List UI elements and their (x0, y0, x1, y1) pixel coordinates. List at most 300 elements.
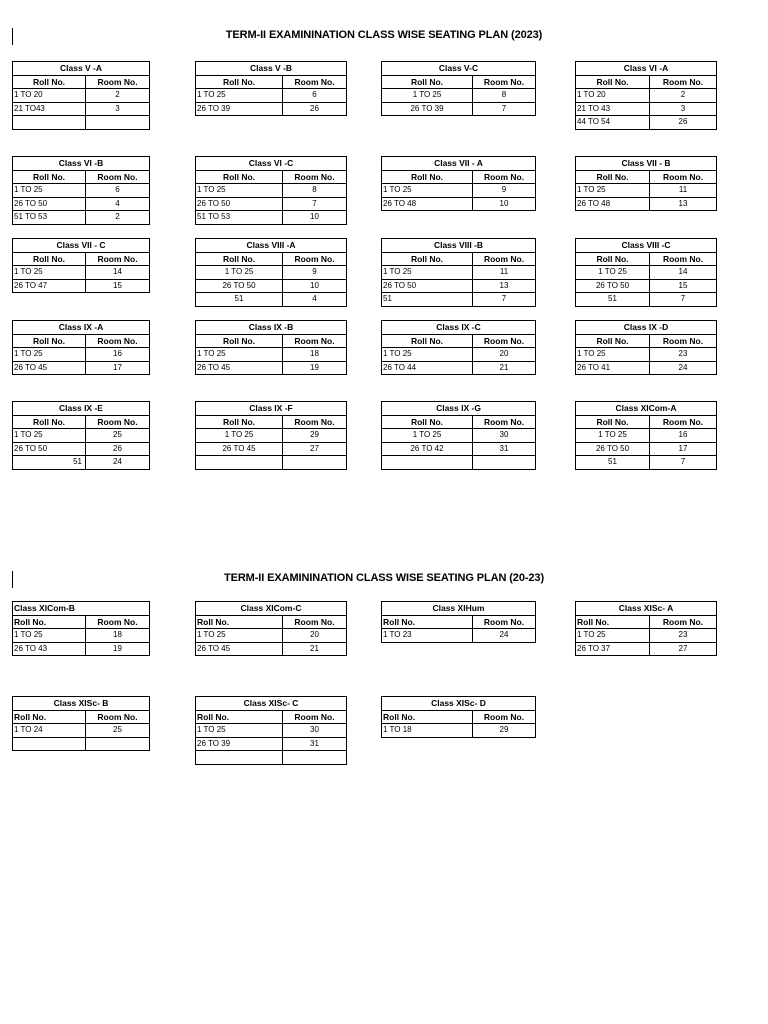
class-title: Class VI -C (196, 157, 347, 171)
room-no-header: Room No. (86, 170, 150, 184)
room-number-cell: 26 (86, 442, 150, 456)
table-row (576, 279, 717, 293)
table-row (576, 293, 717, 307)
seating-table (12, 320, 150, 375)
roll-no-header: Roll No. (382, 252, 473, 266)
roll-no-header: Roll No. (382, 710, 473, 724)
room-number-cell: 27 (650, 642, 717, 656)
roll-no-header: Roll No. (576, 252, 650, 266)
roll-range-cell: 1 TO 23 (382, 629, 473, 643)
room-number-cell: 23 (650, 348, 717, 362)
class-title: Class IX -A (13, 321, 150, 335)
class-title: Class VII - B (576, 157, 717, 171)
table-row (13, 361, 150, 375)
table-row (13, 184, 150, 198)
room-number-cell: 25 (86, 429, 150, 443)
room-number-cell: 2 (86, 89, 150, 103)
roll-no-header: Roll No. (13, 252, 86, 266)
roll-range-cell: 26 TO 39 (196, 737, 283, 751)
class-title: Class VIII -B (382, 239, 536, 253)
room-number-cell: 7 (650, 293, 717, 307)
table-row (576, 361, 717, 375)
class-title: Class IX -G (382, 402, 536, 416)
table-row (13, 642, 150, 656)
room-number-cell: 4 (283, 293, 347, 307)
seating-table (12, 156, 150, 225)
roll-no-header: Roll No. (196, 170, 283, 184)
room-number-cell: 18 (86, 629, 150, 643)
room-number-cell: 30 (283, 724, 347, 738)
table-row (576, 116, 717, 130)
seating-table (195, 320, 347, 375)
roll-range-cell: 26 TO 50 (13, 197, 86, 211)
roll-range-cell: 26 TO 45 (196, 361, 283, 375)
seating-table (195, 601, 347, 656)
room-no-header: Room No. (86, 615, 150, 629)
room-no-header: Room No. (650, 615, 717, 629)
roll-range-cell (13, 737, 86, 751)
room-number-cell: 31 (283, 737, 347, 751)
class-title: Class VII - A (382, 157, 536, 171)
roll-range-cell: 26 TO 37 (576, 642, 650, 656)
room-number-cell: 17 (86, 361, 150, 375)
room-no-header: Room No. (473, 334, 536, 348)
room-number-cell: 6 (86, 184, 150, 198)
room-number-cell: 3 (86, 102, 150, 116)
room-no-header: Room No. (473, 710, 536, 724)
class-title: Class IX -B (196, 321, 347, 335)
room-number-cell: 2 (86, 211, 150, 225)
room-number-cell: 6 (283, 89, 347, 103)
class-title: Class V -A (13, 62, 150, 76)
roll-range-cell: 26 TO 48 (382, 197, 473, 211)
roll-range-cell: 1 TO 25 (382, 429, 473, 443)
roll-range-cell: 51 TO 53 (13, 211, 86, 225)
roll-range-cell: 1 TO 25 (576, 266, 650, 280)
room-number-cell: 21 (473, 361, 536, 375)
room-no-header: Room No. (473, 615, 536, 629)
room-number-cell (86, 737, 150, 751)
room-number-cell: 14 (86, 266, 150, 280)
roll-range-cell: 26 TO 50 (196, 197, 283, 211)
room-no-header: Room No. (86, 75, 150, 89)
roll-range-cell: 1 TO 18 (382, 724, 473, 738)
table-row (196, 184, 347, 198)
roll-range-cell: 26 TO 39 (196, 102, 283, 116)
room-number-cell: 4 (86, 197, 150, 211)
seating-table (575, 601, 717, 656)
table-row (382, 361, 536, 375)
table-row (196, 89, 347, 103)
roll-range-cell: 1 TO 25 (13, 429, 86, 443)
roll-range-cell: 1 TO 20 (13, 89, 86, 103)
room-number-cell: 10 (283, 211, 347, 225)
seating-table (195, 61, 347, 116)
roll-no-header: Roll No. (382, 415, 473, 429)
room-no-header: Room No. (473, 415, 536, 429)
table-row (13, 102, 150, 116)
roll-range-cell: 1 TO 25 (382, 89, 473, 103)
table-row (13, 279, 150, 293)
roll-range-cell: 26 TO 41 (576, 361, 650, 375)
table-row (382, 429, 536, 443)
seating-table (575, 401, 717, 470)
seating-table (381, 601, 536, 643)
room-number-cell: 15 (650, 279, 717, 293)
room-number-cell: 24 (86, 456, 150, 470)
table-row (13, 737, 150, 751)
table-row (196, 751, 347, 765)
roll-range-cell: 44 TO 54 (576, 116, 650, 130)
room-number-cell: 24 (473, 629, 536, 643)
roll-no-header: Roll No. (196, 415, 283, 429)
roll-range-cell: 1 TO 25 (382, 348, 473, 362)
table-row (196, 266, 347, 280)
room-number-cell: 7 (283, 197, 347, 211)
table-row (382, 456, 536, 470)
table-row (13, 724, 150, 738)
roll-no-header: Roll No. (576, 415, 650, 429)
room-no-header: Room No. (86, 252, 150, 266)
table-row (382, 629, 536, 643)
roll-range-cell: 21 TO 43 (576, 102, 650, 116)
roll-range-cell: 51 (13, 456, 86, 470)
table-row (13, 442, 150, 456)
roll-range-cell: 1 TO 25 (13, 348, 86, 362)
table-row (13, 266, 150, 280)
roll-range-cell: 1 TO 25 (576, 429, 650, 443)
roll-range-cell (13, 116, 86, 130)
roll-no-header: Roll No. (196, 615, 283, 629)
roll-range-cell: 26 TO 39 (382, 102, 473, 116)
seating-table (381, 401, 536, 470)
table-row (13, 89, 150, 103)
roll-range-cell: 1 TO 25 (576, 348, 650, 362)
class-title: Class IX -D (576, 321, 717, 335)
seating-table (195, 238, 347, 307)
room-number-cell: 19 (283, 361, 347, 375)
class-title: Class VI -B (13, 157, 150, 171)
roll-no-header: Roll No. (13, 75, 86, 89)
room-number-cell: 29 (283, 429, 347, 443)
section-title: TERM-II EXAMININATION CLASS WISE SEATING PLAN (20-23) (223, 572, 545, 584)
table-row (196, 642, 347, 656)
seating-table (12, 401, 150, 470)
roll-range-cell: 26 TO 50 (576, 442, 650, 456)
roll-range-cell: 51 (576, 456, 650, 470)
room-no-header: Room No. (650, 75, 717, 89)
roll-no-header: Roll No. (382, 75, 473, 89)
room-number-cell: 10 (283, 279, 347, 293)
roll-range-cell: 1 TO 25 (196, 429, 283, 443)
room-number-cell: 11 (473, 266, 536, 280)
seating-table (381, 238, 536, 307)
class-title: Class XICom-C (196, 602, 347, 616)
roll-no-header: Roll No. (576, 334, 650, 348)
room-no-header: Room No. (283, 334, 347, 348)
roll-range-cell: 26 TO 45 (196, 642, 283, 656)
table-row (196, 348, 347, 362)
room-no-header: Room No. (86, 415, 150, 429)
table-row (13, 429, 150, 443)
roll-range-cell: 1 TO 25 (13, 266, 86, 280)
room-number-cell: 16 (86, 348, 150, 362)
room-no-header: Room No. (650, 252, 717, 266)
room-number-cell: 10 (473, 197, 536, 211)
seating-table (381, 696, 536, 738)
room-number-cell: 14 (650, 266, 717, 280)
roll-no-header: Roll No. (196, 252, 283, 266)
table-row (576, 266, 717, 280)
room-number-cell: 16 (650, 429, 717, 443)
room-number-cell: 19 (86, 642, 150, 656)
roll-range-cell (382, 456, 473, 470)
class-title: Class VIII -A (196, 239, 347, 253)
roll-range-cell: 26 TO 50 (576, 279, 650, 293)
roll-range-cell: 26 TO 44 (382, 361, 473, 375)
room-no-header: Room No. (473, 170, 536, 184)
room-number-cell: 9 (473, 184, 536, 198)
room-number-cell: 8 (283, 184, 347, 198)
table-row (13, 629, 150, 643)
table-row (382, 89, 536, 103)
table-row (196, 361, 347, 375)
room-number-cell: 23 (650, 629, 717, 643)
roll-no-header: Roll No. (382, 170, 473, 184)
table-row (576, 89, 717, 103)
seating-table (575, 320, 717, 375)
room-number-cell: 7 (473, 102, 536, 116)
room-number-cell (283, 456, 347, 470)
table-row (13, 211, 150, 225)
room-number-cell (473, 456, 536, 470)
roll-range-cell: 1 TO 25 (382, 184, 473, 198)
table-row (576, 197, 717, 211)
class-title: Class XISc- C (196, 697, 347, 711)
room-no-header: Room No. (283, 615, 347, 629)
seating-table (195, 696, 347, 765)
table-row (196, 211, 347, 225)
class-title: Class V-C (382, 62, 536, 76)
roll-range-cell: 1 TO 25 (576, 629, 650, 643)
table-row (196, 456, 347, 470)
class-title: Class XISc- D (382, 697, 536, 711)
roll-range-cell: 1 TO 25 (196, 629, 283, 643)
roll-range-cell: 26 TO 43 (13, 642, 86, 656)
seating-table (381, 61, 536, 116)
roll-range-cell: 51 (196, 293, 283, 307)
room-number-cell: 20 (283, 629, 347, 643)
room-number-cell: 3 (650, 102, 717, 116)
room-number-cell: 11 (650, 184, 717, 198)
class-title: Class XIHum (382, 602, 536, 616)
roll-no-header: Roll No. (13, 615, 86, 629)
table-row (13, 197, 150, 211)
room-number-cell: 24 (650, 361, 717, 375)
roll-range-cell: 1 TO 25 (13, 629, 86, 643)
table-row (576, 102, 717, 116)
room-number-cell: 26 (650, 116, 717, 130)
seating-table (12, 696, 150, 751)
table-row (196, 737, 347, 751)
room-number-cell: 18 (283, 348, 347, 362)
seating-table (575, 156, 717, 211)
roll-range-cell: 26 TO 48 (576, 197, 650, 211)
table-row (196, 293, 347, 307)
room-number-cell (283, 751, 347, 765)
table-row (576, 429, 717, 443)
table-row (13, 116, 150, 130)
seating-table (195, 156, 347, 225)
roll-range-cell: 51 (382, 293, 473, 307)
table-row (196, 279, 347, 293)
roll-no-header: Roll No. (13, 415, 86, 429)
roll-no-header: Roll No. (13, 334, 86, 348)
table-row (196, 442, 347, 456)
class-title: Class V -B (196, 62, 347, 76)
room-number-cell: 7 (473, 293, 536, 307)
room-number-cell: 2 (650, 89, 717, 103)
table-row (576, 629, 717, 643)
roll-range-cell: 26 TO 50 (13, 442, 86, 456)
roll-range-cell: 1 TO 25 (196, 348, 283, 362)
roll-range-cell: 1 TO 25 (196, 266, 283, 280)
table-row (382, 293, 536, 307)
seating-table (12, 238, 150, 293)
roll-no-header: Roll No. (13, 710, 86, 724)
roll-range-cell: 1 TO 25 (576, 184, 650, 198)
seating-table (195, 401, 347, 470)
room-no-header: Room No. (283, 710, 347, 724)
seating-table (12, 61, 150, 130)
room-no-header: Room No. (283, 170, 347, 184)
roll-no-header: Roll No. (196, 710, 283, 724)
table-row (13, 348, 150, 362)
room-number-cell: 7 (650, 456, 717, 470)
table-row (382, 279, 536, 293)
roll-no-header: Roll No. (576, 615, 650, 629)
roll-no-header: Roll No. (382, 615, 473, 629)
class-title: Class XISc- A (576, 602, 717, 616)
table-row (382, 184, 536, 198)
table-row (576, 456, 717, 470)
table-row (382, 197, 536, 211)
roll-range-cell: 1 TO 25 (196, 184, 283, 198)
roll-no-header: Roll No. (196, 334, 283, 348)
class-title: Class XISc- B (13, 697, 150, 711)
table-row (576, 642, 717, 656)
seating-table (381, 156, 536, 211)
room-no-header: Room No. (473, 252, 536, 266)
room-number-cell: 17 (650, 442, 717, 456)
room-number-cell: 30 (473, 429, 536, 443)
table-row (196, 197, 347, 211)
room-number-cell: 13 (650, 197, 717, 211)
seating-table (12, 601, 150, 656)
seating-table (575, 238, 717, 307)
class-title: Class IX -E (13, 402, 150, 416)
roll-range-cell: 26 TO 47 (13, 279, 86, 293)
roll-range-cell: 1 TO 25 (196, 89, 283, 103)
table-row (382, 102, 536, 116)
roll-range-cell: 26 TO 42 (382, 442, 473, 456)
table-row (196, 429, 347, 443)
table-row (382, 266, 536, 280)
room-number-cell: 21 (283, 642, 347, 656)
table-row (382, 442, 536, 456)
class-title: Class IX -F (196, 402, 347, 416)
table-row (13, 456, 150, 470)
seating-table (575, 61, 717, 130)
class-title: Class IX -C (382, 321, 536, 335)
roll-range-cell (196, 751, 283, 765)
roll-range-cell: 26 TO 45 (196, 442, 283, 456)
roll-range-cell: 1 TO 25 (13, 184, 86, 198)
roll-range-cell: 26 TO 50 (382, 279, 473, 293)
roll-range-cell: 1 TO 24 (13, 724, 86, 738)
room-number-cell: 25 (86, 724, 150, 738)
table-row (196, 724, 347, 738)
roll-no-header: Roll No. (576, 170, 650, 184)
table-row (382, 348, 536, 362)
room-number-cell: 31 (473, 442, 536, 456)
table-row (576, 348, 717, 362)
table-row (196, 629, 347, 643)
roll-range-cell: 1 TO 25 (382, 266, 473, 280)
room-number-cell: 26 (283, 102, 347, 116)
roll-range-cell: 1 TO 20 (576, 89, 650, 103)
seating-table (381, 320, 536, 375)
roll-range-cell (196, 456, 283, 470)
table-row (576, 442, 717, 456)
roll-no-header: Roll No. (196, 75, 283, 89)
room-no-header: Room No. (650, 334, 717, 348)
roll-no-header: Roll No. (13, 170, 86, 184)
room-no-header: Room No. (283, 415, 347, 429)
roll-range-cell: 51 (576, 293, 650, 307)
class-title: Class XICom-A (576, 402, 717, 416)
roll-no-header: Roll No. (576, 75, 650, 89)
room-no-header: Room No. (86, 334, 150, 348)
roll-no-header: Roll No. (382, 334, 473, 348)
room-no-header: Room No. (650, 415, 717, 429)
class-title: Class VIII -C (576, 239, 717, 253)
roll-range-cell: 26 TO 45 (13, 361, 86, 375)
roll-range-cell: 51 TO 53 (196, 211, 283, 225)
room-no-header: Room No. (650, 170, 717, 184)
room-no-header: Room No. (473, 75, 536, 89)
room-number-cell: 29 (473, 724, 536, 738)
room-number-cell (86, 116, 150, 130)
table-row (576, 184, 717, 198)
room-number-cell: 8 (473, 89, 536, 103)
room-number-cell: 9 (283, 266, 347, 280)
table-row (196, 102, 347, 116)
room-no-header: Room No. (86, 710, 150, 724)
room-no-header: Room No. (283, 252, 347, 266)
class-title: Class VI -A (576, 62, 717, 76)
room-number-cell: 13 (473, 279, 536, 293)
room-number-cell: 27 (283, 442, 347, 456)
room-no-header: Room No. (283, 75, 347, 89)
roll-range-cell: 21 TO43 (13, 102, 86, 116)
table-row (382, 724, 536, 738)
roll-range-cell: 1 TO 25 (196, 724, 283, 738)
class-title: Class VII - C (13, 239, 150, 253)
page-title: TERM-II EXAMININATION CLASS WISE SEATING PLAN (2023) (225, 29, 543, 41)
roll-range-cell: 26 TO 50 (196, 279, 283, 293)
room-number-cell: 15 (86, 279, 150, 293)
